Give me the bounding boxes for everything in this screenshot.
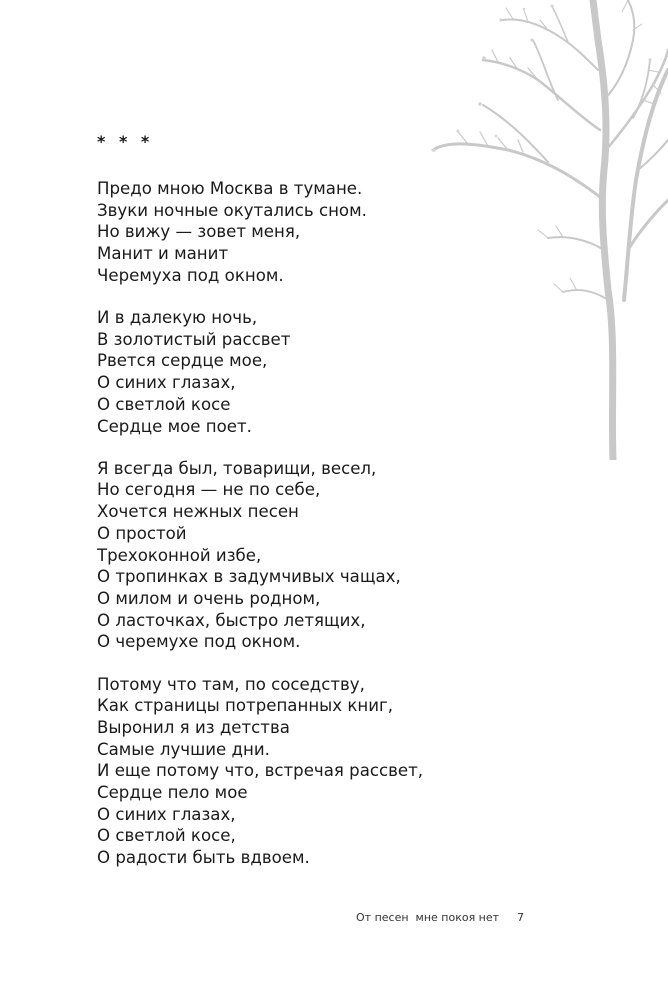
poem-line: О ласточках, быстро летящих, — [97, 610, 366, 630]
page-number: 7 — [517, 911, 524, 924]
poem-line: Сердце пело мое — [97, 783, 248, 803]
poem-line: В золотистый рассвет — [97, 329, 291, 349]
poem — [97, 130, 537, 889]
poem-line: О синих глазах, — [97, 804, 236, 824]
poem-line: Но вижу — зовет меня, — [97, 222, 301, 242]
stanza-4 — [97, 674, 537, 869]
poem-line: О простой — [97, 523, 187, 543]
stanza-2 — [97, 307, 537, 437]
stanza-3 — [97, 458, 537, 653]
poem-line: Я всегда был, товарищи, весел, — [97, 458, 377, 478]
stanza-ornament: * * * — [97, 132, 154, 151]
poem-line: Сердце мое поет. — [97, 416, 252, 436]
poem-line: Предо мною Москва в тумане. — [97, 179, 363, 198]
poem-line: Звуки ночные окутались сном. — [97, 200, 367, 220]
poem-line: О светлой косе, — [97, 826, 236, 846]
stanza-1 — [97, 178, 537, 287]
poem-line: И еще потому что, встречая рассвет, — [97, 761, 424, 781]
poem-line: О синих глазах, — [97, 373, 236, 393]
poem-line: О светлой косе — [97, 394, 231, 414]
poem-line: Манит и манит — [97, 244, 229, 264]
poem-line: Потому что там, по соседству, — [97, 674, 365, 694]
poem-line: О милом и очень родном, — [97, 588, 321, 608]
poem-line: Хочется нежных песен — [97, 502, 299, 522]
poem-line: О тропинках в задумчивых чащах, — [97, 567, 401, 587]
poem-line: Как страницы потрепанных книг, — [97, 696, 394, 716]
poem-line: О радости быть вдвоем. — [97, 848, 310, 868]
poem-line: Но сегодня — не по себе, — [97, 480, 321, 500]
poem-line: Рвется сердце мое, — [97, 351, 268, 371]
poem-line: Самые лучшие дни. — [97, 739, 270, 759]
page-footer — [0, 909, 668, 929]
poem-line: О черемухе под окном. — [97, 632, 301, 652]
poem-line: Выронил я из детства — [97, 717, 290, 737]
poem-line: Черемуха под окном. — [97, 265, 284, 285]
poem-line: Трехоконной избе, — [97, 545, 262, 565]
poem-line: И в далекую ночь, — [97, 308, 258, 328]
running-title: От песен мне покоя нет — [356, 911, 500, 924]
